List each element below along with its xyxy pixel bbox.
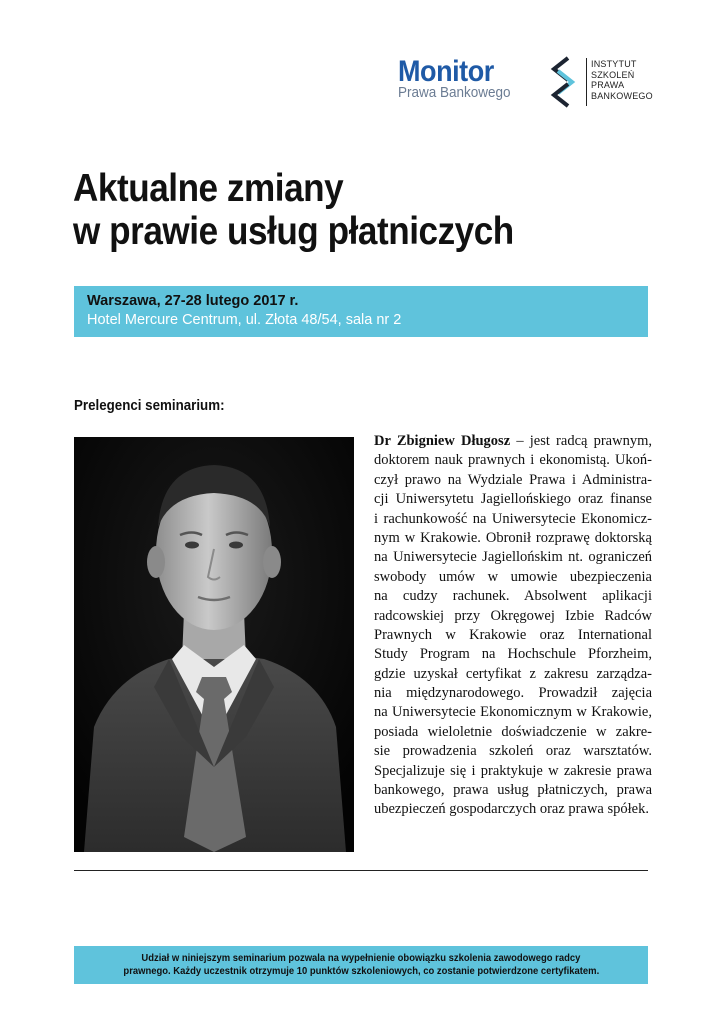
institute-logo-line: INSTYTUT (591, 59, 637, 69)
bio-line: doktorem nauk prawnych i ekonomistą. Ukoń- (374, 452, 652, 469)
bio-line (374, 432, 652, 451)
bio-line: gdzie uzyskał certyfikat z zakresu zarządza- (374, 665, 652, 682)
institute-logo-divider (586, 58, 587, 106)
speaker-bio (374, 432, 652, 820)
bio-line: na Uniwersytecie Jagiellońskim nt. ograniczeń (374, 549, 652, 566)
page-title-line2: w prawie usług płatniczych (73, 210, 514, 253)
bio-line: posiada wieloletnie doświadczenie w zakre- (374, 723, 652, 740)
bio-line: czył prawo na Wydziale Prawa i Administra- (374, 471, 652, 488)
page-title-line1: Aktualne zmiany (73, 167, 344, 210)
footer-line2: prawnego. Każdy uczestnik otrzymuje 10 punktów szkoleniowych, co zostanie potwierdzone certyfikatem. (123, 965, 599, 977)
monitor-logo-subtitle: Prawa Bankowego (398, 84, 511, 101)
bio-line: ubezpieczeń gospodarczych oraz prawa spółek. (374, 801, 649, 818)
speaker-name: Dr Zbigniew Długosz (374, 433, 511, 449)
bio-line: Prawnych w Krakowie oraz International (374, 626, 652, 643)
monitor-logo-title: Monitor (398, 55, 494, 88)
bio-line-text: – jest radcą prawnym, (510, 433, 652, 449)
event-venue: Hotel Mercure Centrum, ul. Złota 48/54, sala nr 2 (87, 312, 402, 328)
footer-note (74, 946, 648, 984)
footer-line1: Udział w niniejszym seminarium pozwala na wypełnienie obowiązku szkolenia zawodowego radcy (141, 952, 581, 964)
bio-line: nia międzynarodowego. Prowadził zajęcia (374, 685, 652, 702)
speakers-heading: Prelegenci seminarium: (74, 398, 225, 414)
bio-line: radcowskiej przy Okręgowej Izbie Radców (374, 607, 652, 624)
page-title (73, 167, 613, 253)
bio-line: nym w Krakowie. Obronił rozprawę doktorską (374, 529, 652, 546)
section-divider (74, 870, 648, 871)
bio-line: cji Uniwersytetu Jagiellońskiego oraz finanse (374, 491, 652, 508)
speaker-portrait-illustration (74, 437, 354, 852)
speaker-photo (74, 437, 354, 852)
institute-logo-text (591, 59, 653, 101)
monitor-logo (398, 56, 528, 101)
bio-line: sie prowadzenia szkoleń oraz warsztatów. (374, 743, 652, 760)
institute-logo-line: PRAWA (591, 80, 625, 90)
institute-logo-line: SZKOLEŃ (591, 69, 635, 80)
event-info-box (74, 286, 648, 337)
bio-line: swobody umów w umowie ubezpieczenia (374, 568, 652, 585)
bio-line: Specjalizuje się i praktykuje w zakresie prawa (374, 762, 652, 779)
event-date: Warszawa, 27-28 lutego 2017 r. (87, 293, 299, 309)
bio-line: na cudzy rachunek. Absolwent aplikacji (374, 588, 652, 605)
bio-line: i rachunkowość na Uniwersytecie Ekonomicz- (374, 510, 652, 527)
bio-line: Study Program na Hochschule Pforzheim, (374, 646, 652, 663)
bio-line: na Uniwersytecie Ekonomicznym w Krakowie, (374, 704, 652, 721)
institute-logo-line: BANKOWEGO (591, 90, 653, 101)
bio-line: bankowego, prawa usług płatniczych, prawa (374, 782, 652, 799)
institute-logo-icon (550, 56, 576, 108)
